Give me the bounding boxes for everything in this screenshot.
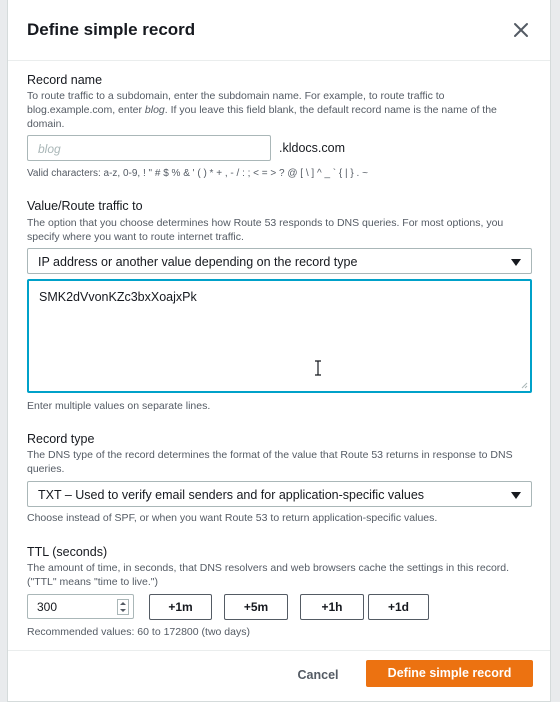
record-type-select[interactable] bbox=[27, 481, 532, 507]
cancel-button[interactable]: Cancel bbox=[297, 668, 339, 682]
define-simple-record-button[interactable]: Define simple record bbox=[366, 660, 533, 687]
record-name-placeholder: blog bbox=[38, 142, 61, 156]
record-type-label: Record type bbox=[27, 432, 95, 446]
record-name-description: To route traffic to a subdomain, enter the subdomain name. For example, to route traffic to blog.example.com, enter blog. If you leave this field blank, the default record name is the name of the domain. bbox=[27, 90, 497, 130]
value-route-label: Value/Route traffic to bbox=[27, 199, 143, 213]
record-type-selected: TXT – Used to verify email senders and for application-specific values bbox=[38, 488, 425, 502]
ttl-description: The amount of time, in seconds, that DNS resolvers and web browsers cache the settings in this record. ("TTL" means "time to live.") bbox=[27, 562, 510, 588]
domain-suffix: .kldocs.com bbox=[279, 141, 345, 155]
ttl-recommended-hint: Recommended values: 60 to 172800 (two days) bbox=[27, 626, 250, 638]
resize-handle-icon[interactable] bbox=[520, 381, 528, 389]
route-traffic-selected: IP address or another value depending on the record type bbox=[38, 255, 358, 269]
record-name-input[interactable] bbox=[27, 135, 271, 161]
record-value-textarea[interactable] bbox=[27, 279, 532, 393]
dialog-title: Define simple record bbox=[27, 20, 196, 39]
record-type-description: The DNS type of the record determines the format of the value that Route 53 returns in response to DNS queries. bbox=[27, 449, 513, 475]
ttl-add-5m-button[interactable]: +5m bbox=[224, 594, 288, 620]
ttl-stepper[interactable] bbox=[117, 599, 129, 615]
valid-characters-hint: Valid characters: a-z, 0-9, ! " # $ % & ' ( ) * + , - / : ; < = > ? @ [ \ ] ^ _ ` { | } . ~ bbox=[27, 168, 368, 179]
ttl-add-1d-button[interactable]: +1d bbox=[368, 594, 429, 620]
route-traffic-select[interactable] bbox=[27, 248, 532, 274]
record-name-label: Record name bbox=[27, 73, 103, 87]
ttl-add-1m-button[interactable]: +1m bbox=[149, 594, 212, 620]
define-record-dialog bbox=[8, 0, 550, 701]
text-cursor-icon bbox=[314, 360, 322, 376]
ttl-value: 300 bbox=[37, 600, 58, 614]
record-value-text: SMK2dVvonKZc3bxXoajxPk bbox=[39, 290, 197, 304]
multiple-values-hint: Enter multiple values on separate lines. bbox=[27, 400, 211, 412]
value-route-description: The option that you choose determines how Route 53 responds to DNS queries. For most options, you specify where you want to route internet traffic. bbox=[27, 217, 504, 243]
record-type-hint: Choose instead of SPF, or when you want Route 53 to return application-specific values. bbox=[27, 512, 438, 524]
ttl-input[interactable] bbox=[27, 594, 134, 619]
close-icon[interactable] bbox=[511, 20, 531, 40]
chevron-down-icon bbox=[511, 259, 521, 266]
dialog-header bbox=[8, 0, 550, 61]
chevron-down-icon bbox=[511, 492, 521, 499]
ttl-label: TTL (seconds) bbox=[27, 545, 108, 559]
ttl-add-1h-button[interactable]: +1h bbox=[300, 594, 364, 620]
stepper-arrows-icon bbox=[118, 600, 128, 614]
